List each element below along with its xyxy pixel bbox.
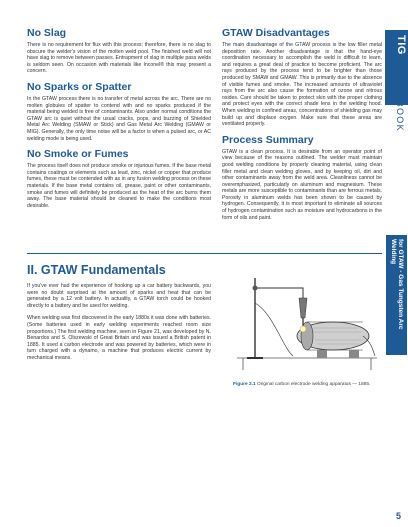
no-slag-heading: No Slag bbox=[27, 27, 67, 39]
no-slag-paragraph: There is no requirement for flux with this process; therefore, there is no slag to obscure the welder's vision of the molten weld pool. The finished weld will not have slag to remove between passes. Entrapment of slag in multiple pass welds is seldom seen. On occasion with materials like Inconel® this may present a concern. bbox=[27, 42, 211, 75]
no-sparks-heading: No Sparks or Spatter bbox=[27, 80, 132, 93]
sidebar-subtitle: for GTAW - Gas Tungsten Arc Welding bbox=[390, 239, 404, 330]
no-sparks-paragraph: In the GTAW process there is no transfer of metal across the arc. There are no molten globules of spatter to contend with and no sparks produced if the material being welded is free of contaminants. Also under normal conditions the GTAW arc is quiet without the usual cracks, pops, and buzzing of Shielded Metal Arc Welding (SMAW or Stick) and Gas Metal Arc Welding (GMAW or MIG). Generally, the only time noise will be a factor is when a pulsed arc, or AC welding mode is being used. bbox=[27, 95, 211, 142]
section-divider bbox=[27, 253, 382, 254]
welding-apparatus-illustration bbox=[233, 258, 381, 376]
no-smoke-heading: No Smoke or Fumes bbox=[27, 148, 129, 161]
no-smoke-paragraph: The process itself does not produce smoke or injurious fumes. If the base metal contains coatings or elements such as lead, zinc, nickel or copper that produce fumes, these must be contended with as in any fusion welding process on these materials. If the base metal contains oil, grease, paint or other contaminants, smoke and fumes will definitely be produced as the heat of the arc burns them away. The base material should be cleaned to make the conditions most desirable. bbox=[27, 163, 211, 209]
fundamentals-heading: II. GTAW Fundamentals bbox=[27, 263, 166, 277]
right-column bbox=[222, 27, 382, 227]
fundamentals-section bbox=[27, 263, 211, 368]
disadvantages-paragraph: The main disadvantage of the GTAW process is the low filler metal deposition rate. Another disadvantage is that the hand-eye coordination necessary to accomplish the weld is difficult to learn, and requires a great deal of practice to become proficient. The arc rays produced by the process tend to be brighter than those produced by SMAW and GMAW. This is primarily due to the absence of visible fumes and smoke. The increased amounts of ultraviolet rays from the arc also cause the formation of ozone and nitrous oxides. Care should be taken to protect skin with the proper clothing and protect eyes with the correct shade lens in the welding hood. When welding in confined areas, concentrations of shielding gas may build up and displace oxygen. Make sure that these areas are ventilated properly. bbox=[222, 42, 382, 128]
figure-caption-text: Original carbon electrode welding apparatus — 1885. bbox=[257, 382, 371, 387]
summary-paragraph: GTAW is a clean process. It is desirable from an operator point of view because of the reasons outlined. The welder must maintain good welding conditions by properly cleaning material, using clean filler metal and clean welding gloves, and by keeping oil, dirt and other contaminants away from the weld area. Cleanliness cannot be overemphasized, particularly on aluminum and magnesium. These metals are more susceptible to contaminants than are ferrous metals. Porosity in aluminum welds has been shown to be caused by hydrogen. Consequently, it is most important to eliminate all sources of hydrogen contamination such as moisture and hydrocarbons in the form of oils and paint. bbox=[222, 148, 382, 221]
figure-label: Figure 2.1 bbox=[233, 382, 256, 387]
summary-heading: Process Summary bbox=[222, 133, 314, 146]
fundamentals-paragraph-1: If you've ever had the experience of hooking up a car battery backwards, you were no doubt surprised at the amount of sparks and heat that can be generated by a 12 volt battery. In actuality, a GTAW torch could be hooked directly to a battery and be used for welding. bbox=[27, 283, 211, 309]
page-number: 5 bbox=[395, 511, 401, 521]
sidebar-subtitle-block bbox=[386, 235, 407, 355]
figure-caption bbox=[233, 382, 393, 387]
disadvantages-heading: GTAW Disadvantages bbox=[222, 27, 330, 39]
welding-apparatus-figure bbox=[233, 258, 381, 376]
handbook-sidebar bbox=[385, 0, 408, 527]
sidebar-handbook-label: HANDBOOK bbox=[395, 70, 405, 132]
left-column bbox=[27, 27, 211, 215]
sidebar-tig-label: TIG bbox=[395, 35, 407, 55]
fundamentals-paragraph-2: When welding was first discovered in the early 1880s it was done with batteries. (Some batteries used in early welding experiments reached room size proportions.) The first welding machine, seen in Figure 21, was developed by N. Benardos and S. Olszewski of Great Britain and was issued a British patent in 1885. It used a carbon electrode and was powered by batteries, which were in turn charged with a dynamo, a machine that produces electric current by mechanical means. bbox=[27, 315, 211, 361]
